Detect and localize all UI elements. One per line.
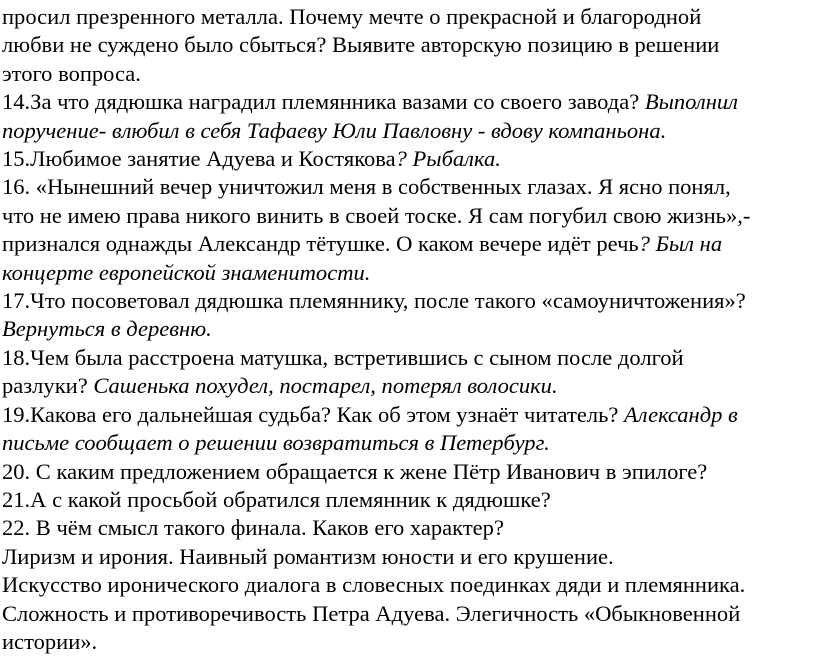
text-line <box>2 230 812 258</box>
text-line <box>2 315 812 343</box>
text-line <box>2 287 812 315</box>
answer-text: концерте европейской знаменитости. <box>2 259 371 285</box>
text-line <box>2 88 812 116</box>
answer-text: поручение- влюбил в себя Тафаеву Юли Павловну - вдову компаньона. <box>2 117 667 143</box>
line-text: 20. С каким предложением обращается к жене Пётр Иванович в эпилоге? <box>2 458 708 484</box>
text-line <box>2 173 812 201</box>
text-line <box>2 543 812 571</box>
answer-text: Александр в <box>623 401 738 427</box>
text-line <box>2 571 812 599</box>
answer-text: Вернуться в деревню. <box>2 316 212 342</box>
text-line <box>2 372 812 400</box>
line-text: что не имею права никого винить в своей тоске. Я сам погубил свою жизнь»,- <box>2 202 751 228</box>
line-text: 21.А с какой просьбой обратился племянник к дядюшке? <box>2 486 551 512</box>
line-text: 19.Какова его дальнейшая судьба? Как об этом узнаёт читатель? <box>2 401 624 427</box>
answer-text: ? Рыбалка. <box>395 146 501 172</box>
answer-text: Сашенька похудел, постарел, потерял волосики. <box>93 373 558 399</box>
text-line <box>2 117 812 145</box>
line-text: 16. «Нынешний вечер уничтожил меня в собственных глазах. Я ясно понял, <box>2 174 731 200</box>
text-line <box>2 628 812 656</box>
line-text: любви не суждено было сбыться? Выявите авторскую позицию в решении <box>2 32 720 58</box>
line-text: истории». <box>2 628 98 654</box>
line-text: Сложность и противоречивость Петра Адуева. Элегичность «Обыкновенной <box>2 600 741 626</box>
text-line <box>2 60 812 88</box>
text-line <box>2 145 812 173</box>
text-line <box>2 3 812 31</box>
line-text: 17.Что посоветовал дядюшка племяннику, после такого «самоуничтожения»? <box>2 288 746 314</box>
answer-text: Выполнил <box>644 89 738 115</box>
text-line <box>2 344 812 372</box>
line-text: просил презренного металла. Почему мечте о прекрасной и благородной <box>2 4 702 29</box>
line-text: 14.За что дядюшка наградил племянника вазами со своего завода? <box>2 89 645 115</box>
text-line <box>2 429 812 457</box>
line-text: Искусство иронического диалога в словесных поединках дяди и племянника. <box>2 572 746 598</box>
line-text: 18.Чем была расстроена матушка, встретившись с сыном после долгой <box>2 344 684 370</box>
line-text: разлуки? <box>2 373 94 399</box>
answer-text: письме сообщает о решении возвратиться в Петербург. <box>2 430 550 456</box>
line-text: Лиризм и ирония. Наивный романтизм юности и его крушение. <box>2 543 614 569</box>
text-line <box>2 486 812 514</box>
text-line <box>2 600 812 628</box>
line-text: 22. В чём смысл такого финала. Каков его характер? <box>2 515 504 541</box>
line-text: признался однажды Александр тётушке. О каком вечере идёт речь <box>2 231 639 257</box>
line-text: этого вопроса. <box>2 60 141 86</box>
text-line <box>2 401 812 429</box>
text-line <box>2 202 812 230</box>
answer-text: ? Был на <box>638 231 723 257</box>
text-line <box>2 458 812 486</box>
text-line <box>2 259 812 287</box>
line-text: 15.Любимое занятие Адуева и Костякова <box>2 146 396 172</box>
document-body <box>2 3 814 656</box>
text-line <box>2 514 812 542</box>
text-line <box>2 31 812 59</box>
